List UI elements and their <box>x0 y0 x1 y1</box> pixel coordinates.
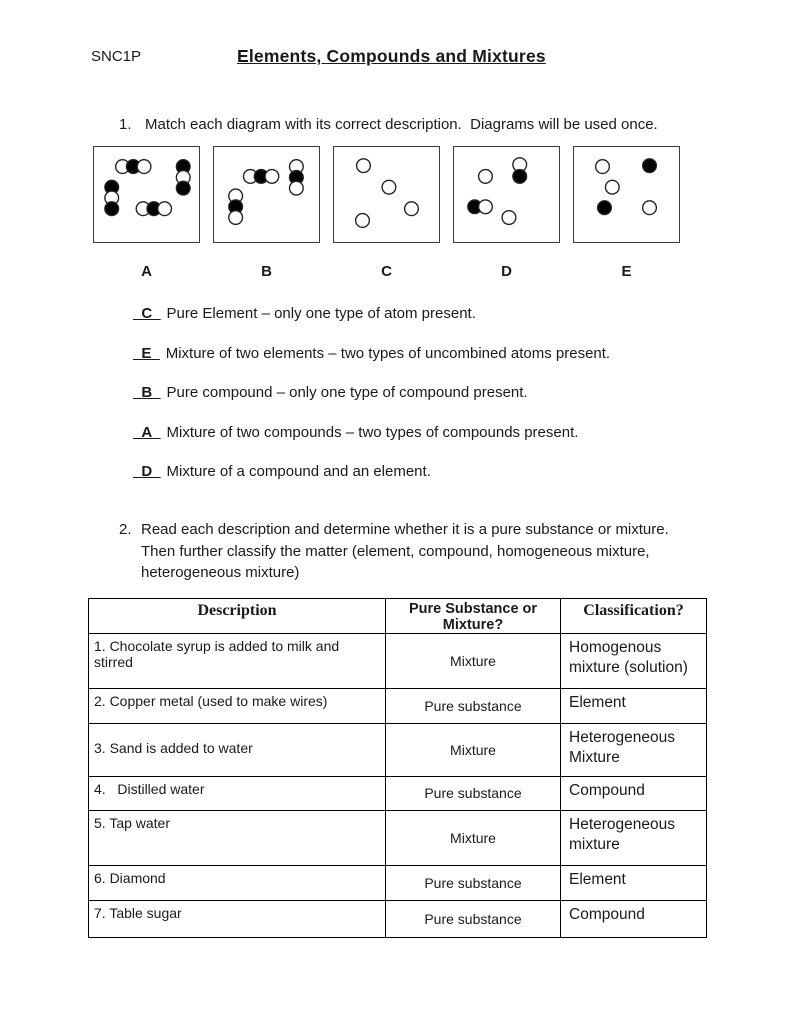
diagram-svg-b <box>214 147 319 242</box>
answer-line <box>133 305 791 322</box>
blank-underscore: _ <box>133 384 142 401</box>
blank-underscore: _ <box>152 463 161 480</box>
answer-blank <box>133 384 161 401</box>
blank-underscore: _ <box>133 344 142 362</box>
diagram-label-b: B <box>261 263 272 280</box>
cell-pure-or-mixture: Mixture <box>386 633 561 688</box>
cell-classification: Heterogeneous mixture <box>561 810 707 865</box>
diagram-box-c <box>333 146 440 243</box>
cell-classification: Homogenous mixture (solution) <box>561 633 707 688</box>
diagram-label-row <box>93 263 791 280</box>
blank-underscore: _ <box>151 344 160 362</box>
cell-pure-or-mixture: Pure substance <box>386 865 561 900</box>
matching-answers <box>133 305 791 480</box>
answer-text: Mixture of two elements – two types of uncombined atoms present. <box>165 344 611 362</box>
cell-pure-or-mixture: Mixture <box>386 723 561 776</box>
header-pure-or-mixture: Pure Substance or Mixture? <box>386 598 561 633</box>
diagram-svg-d <box>454 147 559 242</box>
question-2-number: 2. <box>119 521 132 538</box>
cell-pure-or-mixture: Pure substance <box>386 776 561 810</box>
header-description: Description <box>89 598 386 633</box>
question-1 <box>119 116 791 133</box>
diagram-label-d: D <box>501 263 512 280</box>
diagram-label-a: A <box>141 263 152 280</box>
answer-line <box>133 463 791 480</box>
diagram-svg-e <box>574 147 679 242</box>
table-row <box>89 900 707 937</box>
blank-underscore: _ <box>133 423 142 441</box>
diagram-box-b <box>213 146 320 243</box>
question-1-text: Match each diagram with its correct description. Diagrams will be used once. <box>145 116 658 133</box>
answer-letter: E <box>141 344 152 362</box>
blank-underscore: _ <box>133 463 142 480</box>
table-row <box>89 776 707 810</box>
answer-text: Mixture of a compound and an element. <box>166 463 431 480</box>
answer-line <box>133 345 791 362</box>
answer-letter: C <box>141 305 153 322</box>
cell-description: 5. Tap water <box>89 810 386 865</box>
answer-blank <box>133 424 161 441</box>
blank-underscore: _ <box>152 305 161 322</box>
question-2-text: Read each description and determine whether it is a pure substance or mixture. Then further classify the matter (element, compound, homogeneous mixture, heterogeneous mixture) <box>141 521 669 581</box>
diagram-svg-a <box>94 147 199 242</box>
diagram-label-e: E <box>621 263 632 280</box>
cell-classification: Element <box>561 865 707 900</box>
cell-description: 4. Distilled water <box>89 776 386 810</box>
blank-underscore: _ <box>152 423 161 441</box>
cell-classification: Compound <box>561 776 707 810</box>
diagram-box-a <box>93 146 200 243</box>
answer-line <box>133 424 791 441</box>
answer-text: Mixture of two compounds – two types of compounds present. <box>166 423 579 441</box>
cell-classification: Heterogeneous Mixture <box>561 723 707 776</box>
page-header <box>0 46 791 70</box>
cell-description: 1. Chocolate syrup is added to milk and stirred <box>89 633 386 688</box>
question-1-number: 1. <box>119 116 132 133</box>
answer-blank <box>133 463 161 480</box>
cell-description: 7. Table sugar <box>89 900 386 937</box>
answer-letter: A <box>141 423 153 441</box>
header-classification: Classification? <box>561 598 707 633</box>
classification-table <box>88 598 707 938</box>
answer-letter: D <box>141 463 153 480</box>
table-header-row <box>89 598 707 633</box>
cell-description: 2. Copper metal (used to make wires) <box>89 688 386 723</box>
blank-underscore: _ <box>133 305 142 322</box>
question-2 <box>119 519 704 584</box>
course-code: SNC1P <box>91 48 142 65</box>
answer-text: Pure Element – only one type of atom present. <box>166 305 476 322</box>
table-row <box>89 865 707 900</box>
diagram-box-d <box>453 146 560 243</box>
cell-description: 6. Diamond <box>89 865 386 900</box>
diagram-label-c: C <box>381 263 392 280</box>
table-row <box>89 633 707 688</box>
diagram-row <box>93 146 791 243</box>
answer-letter: B <box>141 384 153 401</box>
answer-blank <box>133 305 161 322</box>
answer-blank <box>133 345 160 362</box>
diagram-box-e <box>573 146 680 243</box>
cell-description: 3. Sand is added to water <box>89 723 386 776</box>
blank-underscore: _ <box>152 384 161 401</box>
answer-text: Pure compound – only one type of compound present. <box>166 384 528 401</box>
cell-pure-or-mixture: Pure substance <box>386 688 561 723</box>
table-row <box>89 688 707 723</box>
table-row <box>89 723 707 776</box>
answer-line <box>133 384 791 401</box>
page-title: Elements, Compounds and Mixtures <box>237 46 546 66</box>
cell-classification: Compound <box>561 900 707 937</box>
cell-pure-or-mixture: Pure substance <box>386 900 561 937</box>
diagram-svg-c <box>334 147 439 242</box>
table-row <box>89 810 707 865</box>
cell-classification: Element <box>561 688 707 723</box>
cell-pure-or-mixture: Mixture <box>386 810 561 865</box>
